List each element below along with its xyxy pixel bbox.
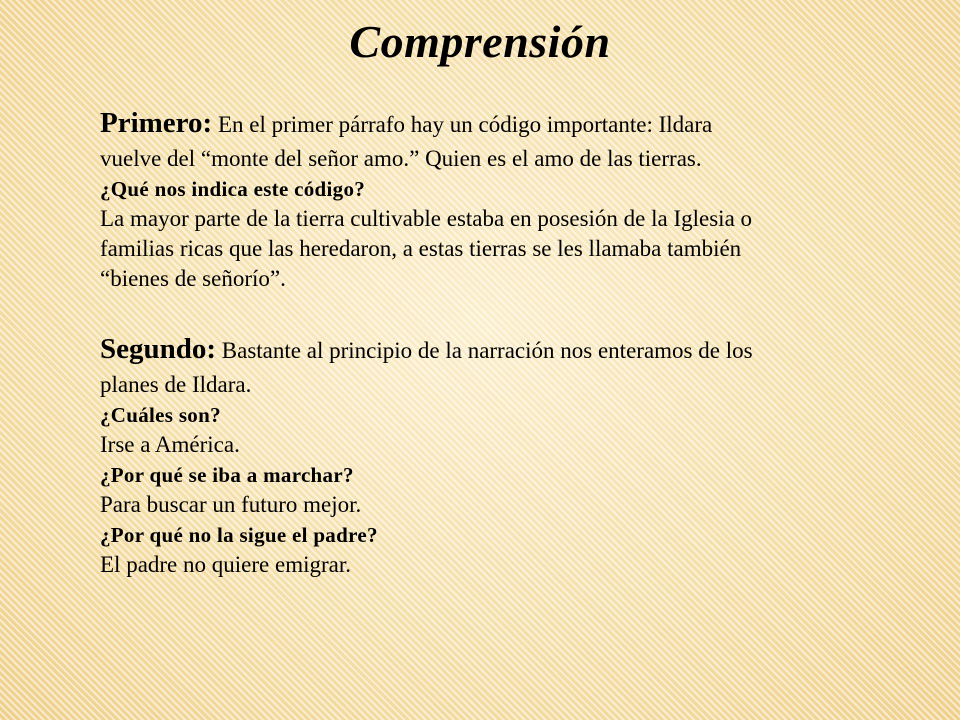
section1-answer-line1: La mayor parte de la tierra cultivable estaba en posesión de la Iglesia o [100, 206, 753, 231]
section1-question: ¿Qué nos indica este código? [100, 177, 366, 201]
section2-question2: ¿Por qué se iba a marchar? [100, 463, 354, 487]
section2-intro-line1 [100, 330, 945, 370]
section2-answer1: Irse a América. [100, 432, 240, 457]
slide-body [100, 104, 945, 580]
section2-question1: ¿Cuáles son? [100, 403, 221, 427]
section2-heading: Segundo: [100, 333, 217, 365]
section2-answer2: Para buscar un futuro mejor. [100, 492, 362, 517]
section1-heading: Primero: [100, 107, 213, 139]
section1-answer-line3: “bienes de señorío”. [100, 266, 286, 291]
section2-question3: ¿Por qué no la sigue el padre? [100, 523, 378, 547]
section1-intro-text: En el primer párrafo hay un código importante: Ildara [212, 112, 713, 137]
section1-intro-line2: vuelve del “monte del señor amo.” Quien es el amo de las tierras. [100, 146, 702, 171]
section2-intro-line2: planes de Ildara. [100, 372, 252, 397]
section-spacer [100, 294, 945, 330]
section2-intro-text: Bastante al principio de la narración nos enteramos de los [216, 338, 753, 363]
section2-answer3: El padre no quiere emigrar. [100, 552, 351, 577]
slide-title: Comprensión [349, 16, 611, 67]
section1-answer-line2: familias ricas que las heredaron, a estas tierras se les llamaba también [100, 236, 742, 261]
section1-intro-line1 [100, 104, 945, 144]
